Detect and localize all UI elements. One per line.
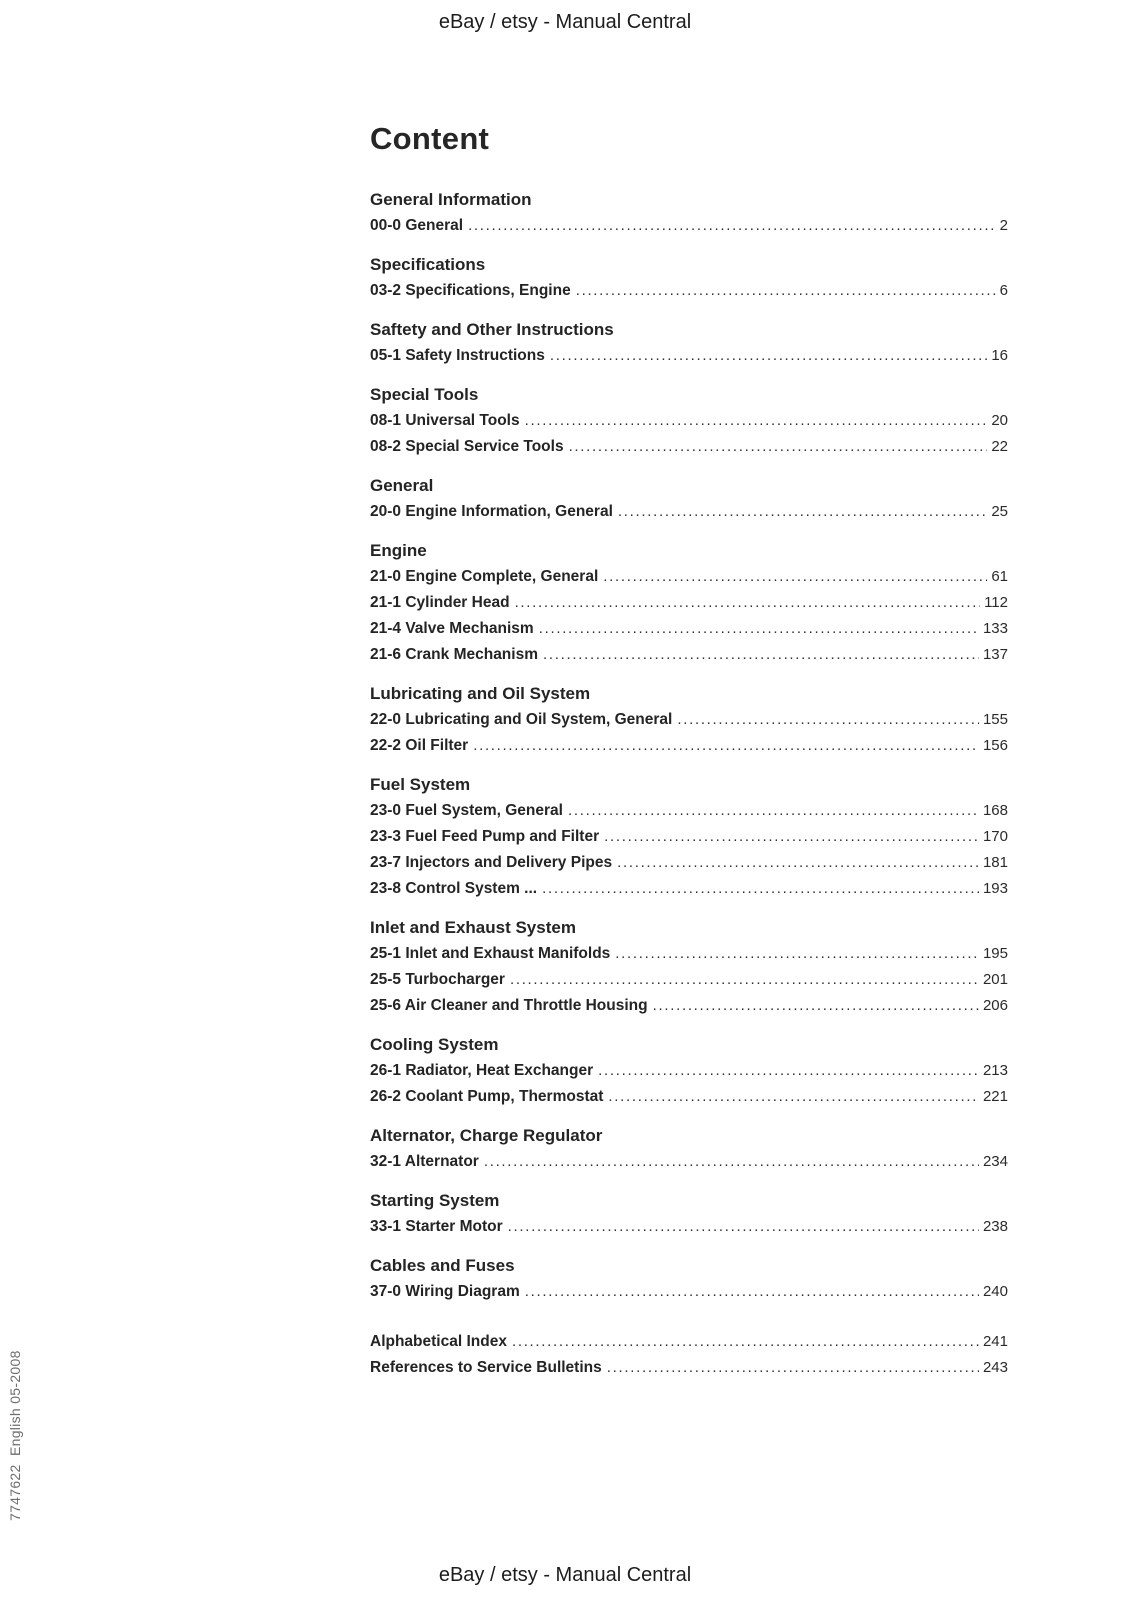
toc-entry [370,707,1008,733]
toc-group-heading: Alternator, Charge Regulator [370,1126,603,1145]
dot-leader [604,824,979,850]
toc-entry-page-number: 133 [982,620,1008,637]
dot-leader [569,434,988,460]
page-title: Content [370,120,490,156]
toc-entry [370,499,1008,525]
dot-leader [539,616,979,642]
toc-entry-page-number: 193 [982,880,1008,897]
toc-entry [370,733,1008,759]
dot-leader [607,1355,979,1381]
toc-entry-label: 21-0 Engine Complete, General [370,568,599,585]
dot-leader [542,876,979,902]
toc-group [370,316,1008,369]
toc-entry-label: 25-1 Inlet and Exhaust Manifolds [370,945,611,962]
toc-entry [370,798,1008,824]
toc-entry [370,941,1008,967]
toc-group [370,680,1008,759]
toc-entry-label: 26-1 Radiator, Heat Exchanger [370,1062,594,1079]
toc-entry-label: Alphabetical Index [370,1333,507,1350]
toc-entry [370,213,1008,239]
toc-entry [370,1214,1008,1240]
toc-entry-page-number: 221 [982,1088,1008,1105]
dot-leader [543,642,979,668]
dot-leader [525,408,988,434]
dot-leader [484,1149,979,1175]
toc-entry-label: 21-4 Valve Mechanism [370,620,534,637]
toc-group-heading: Cables and Fuses [370,1256,515,1275]
toc-entry-label: 23-7 Injectors and Delivery Pipes [370,854,613,871]
toc-entry [370,343,1008,369]
toc-entry-page-number: 168 [982,802,1008,819]
toc-entry [370,408,1008,434]
toc-group [370,472,1008,525]
toc-entry-label: 20-0 Engine Information, General [370,503,613,520]
toc-entry-label: 25-6 Air Cleaner and Throttle Housing [370,997,648,1014]
page-footer: eBay / etsy - Manual Central [438,1564,692,1586]
toc-entry [370,967,1008,993]
toc-entry-page-number: 238 [982,1218,1008,1235]
toc-group [370,914,1008,1019]
toc-group-heading: Specifications [370,255,486,274]
toc-entry-page-number: 234 [982,1153,1008,1170]
toc-entry-label: 33-1 Starter Motor [370,1218,503,1235]
toc-group [370,537,1008,668]
dot-leader [568,798,979,824]
toc-entry [370,616,1008,642]
page-header: eBay / etsy - Manual Central [438,11,692,33]
toc-entry-page-number: 22 [991,438,1008,455]
dot-leader [508,1214,979,1240]
toc-group [370,771,1008,902]
dot-leader [550,343,987,369]
toc-entry-label: 21-6 Crank Mechanism [370,646,538,663]
toc-group-heading: Saftety and Other Instructions [370,320,614,339]
toc-group-heading: Starting System [370,1191,500,1210]
dot-leader [468,213,996,239]
toc-entry [370,278,1008,304]
toc-entry-page-number: 206 [982,997,1008,1014]
toc-entry-page-number: 195 [982,945,1008,962]
toc-entry-label: 05-1 Safety Instructions [370,347,545,364]
dot-leader [617,850,979,876]
dot-leader [576,278,996,304]
toc-entry-label: 32-1 Alternator [370,1153,479,1170]
toc-entry [370,642,1008,668]
toc-group-heading: Fuel System [370,775,471,794]
toc-entry [370,590,1008,616]
toc-entry-label: 08-1 Universal Tools [370,412,520,429]
toc-entry-label: 23-0 Fuel System, General [370,802,563,819]
toc-entry-page-number: 156 [982,737,1008,754]
toc-group-heading: Inlet and Exhaust System [370,918,576,937]
toc-entry-label: 00-0 General [370,217,464,234]
toc-entry-page-number: 2 [999,217,1008,234]
toc-entry-label: 23-3 Fuel Feed Pump and Filter [370,828,600,845]
toc-entry [370,1058,1008,1084]
dot-leader [618,499,987,525]
toc-entry [370,564,1008,590]
toc-entry-page-number: 25 [991,503,1008,520]
side-note-print-code: 7747622 English 05-2008 [7,1350,23,1521]
toc-group [370,1031,1008,1110]
toc [370,186,1008,1381]
toc-entry-page-number: 6 [999,282,1008,299]
dot-leader [615,941,979,967]
toc-group-heading: Special Tools [370,385,479,404]
toc-group-heading: Cooling System [370,1035,499,1054]
dot-leader [525,1279,979,1305]
toc-entry-label: 26-2 Coolant Pump, Thermostat [370,1088,604,1105]
toc-entry-label: 22-0 Lubricating and Oil System, General [370,711,673,728]
toc-entry [370,824,1008,850]
toc-entry [370,1149,1008,1175]
toc-entry-page-number: 20 [991,412,1008,429]
toc-entry [370,1279,1008,1305]
toc-entry [370,1084,1008,1110]
toc-entry-label: 08-2 Special Service Tools [370,438,564,455]
toc-entry [370,1355,1008,1381]
toc-entry-page-number: 201 [982,971,1008,988]
toc-entry-page-number: 61 [991,568,1008,585]
toc-entry-page-number: 241 [982,1333,1008,1350]
toc-entry-label: 25-5 Turbocharger [370,971,505,988]
dot-leader [653,993,979,1019]
toc-entry-page-number: 213 [982,1062,1008,1079]
toc-entry-label: 21-1 Cylinder Head [370,594,510,611]
toc-entry [370,850,1008,876]
toc-entry [370,1329,1008,1355]
toc-entry-label: 22-2 Oil Filter [370,737,469,754]
dot-leader [677,707,979,733]
toc-group [370,1329,1008,1381]
toc-group-heading: Engine [370,541,427,560]
dot-leader [473,733,979,759]
toc-entry [370,993,1008,1019]
dot-leader [598,1058,979,1084]
toc-entry-page-number: 112 [984,594,1008,611]
toc-group [370,1252,1008,1305]
dot-leader [515,590,981,616]
toc-group [370,251,1008,304]
toc-entry-page-number: 170 [982,828,1008,845]
toc-entry-page-number: 243 [982,1359,1008,1376]
toc-entry-page-number: 155 [982,711,1008,728]
toc-group-heading: General Information [370,190,532,209]
toc-entry-page-number: 181 [982,854,1008,871]
toc-entry-page-number: 137 [982,646,1008,663]
toc-group-heading: Lubricating and Oil System [370,684,591,703]
dot-leader [603,564,987,590]
toc-entry [370,434,1008,460]
toc-group [370,1187,1008,1240]
toc-entry-label: References to Service Bulletins [370,1359,602,1376]
toc-group-heading: General [370,476,434,495]
toc-entry-page-number: 16 [991,347,1008,364]
toc-entry-label: 03-2 Specifications, Engine [370,282,571,299]
toc-group [370,186,1008,239]
toc-entry-label: 23-8 Control System ... [370,880,538,897]
dot-leader [512,1329,979,1355]
dot-leader [608,1084,979,1110]
dot-leader [510,967,979,993]
toc-entry [370,876,1008,902]
toc-group [370,381,1008,460]
toc-entry-label: 37-0 Wiring Diagram [370,1283,520,1300]
toc-group [370,1122,1008,1175]
toc-entry-page-number: 240 [982,1283,1008,1300]
